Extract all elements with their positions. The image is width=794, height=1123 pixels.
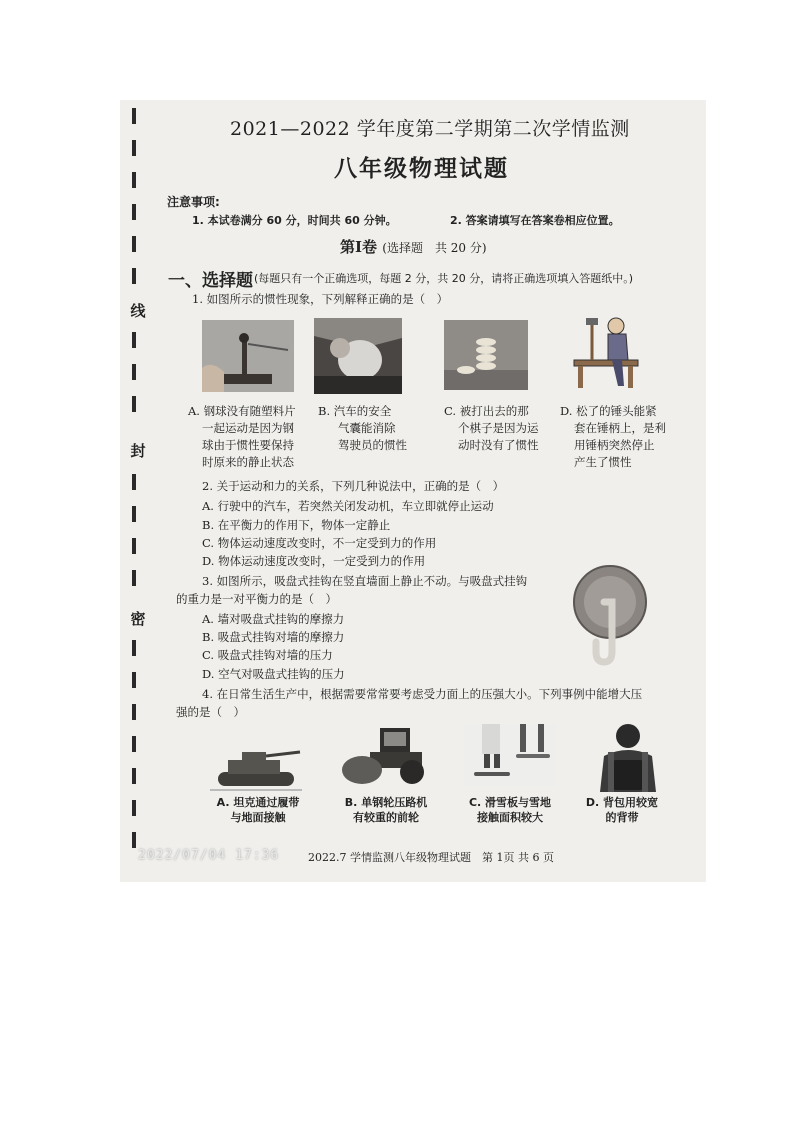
- binding-label-seal: 封: [130, 442, 146, 460]
- binding-dash: [132, 832, 136, 848]
- binding-dash: [132, 474, 136, 490]
- q1-option-b-line: 气囊能消除: [338, 421, 396, 435]
- q1-option-d-line: 套在锤柄上，是利: [574, 421, 666, 435]
- q1-option-a: [188, 403, 306, 471]
- binding-line: [128, 100, 144, 860]
- q4-option-b-line: B. 单钢轮压路机: [344, 796, 428, 809]
- part-title-label: 第Ⅰ卷: [340, 238, 378, 256]
- section-title: 一、选择题: [168, 271, 253, 291]
- binding-dash: [132, 268, 136, 284]
- exam-subject: 八年级物理试题: [334, 155, 509, 182]
- exam-title: 2021—2022 学年度第二学期第二次学情监测: [230, 118, 630, 140]
- q4-option-a: [198, 795, 318, 825]
- binding-dash: [132, 704, 136, 720]
- q1-image-d: [568, 312, 648, 392]
- q1-image-a: [202, 320, 294, 392]
- q3-option-b: B. 吸盘式挂钩对墙的摩擦力: [202, 630, 345, 644]
- q4-stem-line1: 4. 在日常生活生产中，根据需要常常要考虑受力面上的压强大小。下列事例中能增大压: [202, 687, 643, 701]
- exam-page: [120, 100, 706, 882]
- binding-label-secret: 密: [130, 610, 146, 628]
- part-title: [340, 236, 487, 257]
- steel-ball-experiment-icon: [202, 320, 294, 392]
- q2-option-b: B. 在平衡力的作用下，物体一定静止: [202, 518, 391, 532]
- hammer-man-icon: [568, 312, 648, 392]
- q1-stem: 1. 如图所示的惯性现象，下列解释正确的是（ ）: [192, 292, 449, 306]
- part-title-detail: (选择题 共 20 分): [382, 241, 487, 255]
- binding-dash: [132, 506, 136, 522]
- binding-dash: [132, 800, 136, 816]
- binding-dash: [132, 396, 136, 412]
- binding-dash: [132, 672, 136, 688]
- q4-option-a-line: 与地面接触: [230, 811, 286, 824]
- q4-option-d: [572, 795, 672, 825]
- q1-option-d-line: 用锤柄突然停止: [574, 438, 655, 452]
- q3-option-d: D. 空气对吸盘式挂钩的压力: [202, 667, 345, 681]
- binding-dash: [132, 768, 136, 784]
- q2-option-c: C. 物体运动速度改变时，不一定受到力的作用: [202, 536, 437, 550]
- binding-dash: [132, 640, 136, 656]
- binding-dash: [132, 140, 136, 156]
- q4-image-d: [590, 722, 666, 792]
- q1-option-b-line: B. 汽车的安全: [318, 404, 392, 418]
- q2-option-a: A. 行驶中的汽车，若突然关闭发动机，车立即就停止运动: [202, 499, 494, 513]
- road-roller-icon: [340, 726, 432, 788]
- q2-option-d: D. 物体运动速度改变时，一定受到力的作用: [202, 554, 426, 568]
- q1-image-b: [314, 318, 402, 394]
- binding-dash: [132, 108, 136, 124]
- tank-icon: [210, 740, 302, 792]
- binding-label-line: 线: [130, 302, 146, 320]
- binding-dash: [132, 570, 136, 586]
- q1-option-d-line: 产生了惯性: [574, 455, 632, 469]
- chess-pieces-icon: [444, 320, 528, 390]
- q1-option-b-line: 驾驶员的惯性: [338, 438, 407, 452]
- backpack-icon: [590, 722, 666, 792]
- q3-option-a: A. 墙对吸盘式挂钩的摩擦力: [202, 612, 345, 626]
- notice-item-2: 2. 答案请填写在答案卷相应位置。: [450, 214, 620, 227]
- q1-option-d: [560, 403, 700, 471]
- q4-option-d-line: 的背带: [605, 811, 639, 824]
- q2-stem: 2. 关于运动和力的关系，下列几种说法中，正确的是（ ）: [202, 479, 505, 493]
- q1-option-c-line: C. 被打出去的那: [444, 404, 529, 418]
- q4-option-d-line: D. 背包用较宽: [585, 796, 659, 809]
- q1-option-b: [318, 403, 436, 454]
- q4-option-b: [326, 795, 446, 825]
- q3-stem-line2: 的重力是一对平衡力的是（ ）: [176, 592, 337, 606]
- q4-option-a-line: A. 坦克通过履带: [216, 796, 300, 809]
- page-footer: 2022.7 学情监测八年级物理试题 第 1页 共 6 页: [308, 851, 554, 864]
- q4-image-c: [464, 724, 556, 786]
- binding-dash: [132, 364, 136, 380]
- q4-stem-line2: 强的是（ ）: [176, 705, 245, 719]
- binding-dash: [132, 538, 136, 554]
- q1-option-a-line: 球由于惯性要保持: [202, 438, 294, 452]
- q4-image-a: [210, 740, 302, 792]
- binding-dash: [132, 736, 136, 752]
- q4-option-c-line: 接触面积较大: [477, 811, 543, 824]
- q3-option-c: C. 吸盘式挂钩对墙的压力: [202, 648, 333, 662]
- binding-dash: [132, 172, 136, 188]
- q4-image-b: [340, 726, 432, 788]
- notice-heading: 注意事项:: [167, 195, 220, 209]
- q1-option-a-line: A. 钢球没有随塑料片: [188, 404, 296, 418]
- q4-option-c-line: C. 滑雪板与雪地: [468, 796, 552, 809]
- section-note: (每题只有一个正确选项，每题 2 分，共 20 分，请将正确选项填入答题纸中。): [254, 272, 634, 285]
- q1-option-a-line: 一起运动是因为钢: [202, 421, 294, 435]
- binding-dash: [132, 204, 136, 220]
- q1-option-c: [444, 403, 562, 454]
- skier-icon: [464, 724, 556, 786]
- q1-option-c-line: 动时没有了惯性: [458, 438, 539, 452]
- q1-option-d-line: D. 松了的锤头能紧: [560, 404, 657, 418]
- q3-image-suction-hook: [568, 562, 658, 672]
- binding-dash: [132, 236, 136, 252]
- q1-option-a-line: 时原来的静止状态: [202, 455, 294, 469]
- photo-timestamp: 2022/07/04 17:36: [138, 848, 280, 863]
- suction-hook-icon: [568, 562, 658, 672]
- q1-image-c: [444, 320, 528, 390]
- airbag-icon: [314, 318, 402, 394]
- q4-option-c: [450, 795, 570, 825]
- q3-stem-line1: 3. 如图所示，吸盘式挂钩在竖直墙面上静止不动。与吸盘式挂钩: [202, 574, 528, 588]
- q4-option-b-line: 有较重的前轮: [353, 811, 419, 824]
- notice-item-1: 1. 本试卷满分 60 分，时间共 60 分钟。: [192, 214, 397, 227]
- binding-dash: [132, 332, 136, 348]
- q1-option-c-line: 个棋子是因为运: [458, 421, 539, 435]
